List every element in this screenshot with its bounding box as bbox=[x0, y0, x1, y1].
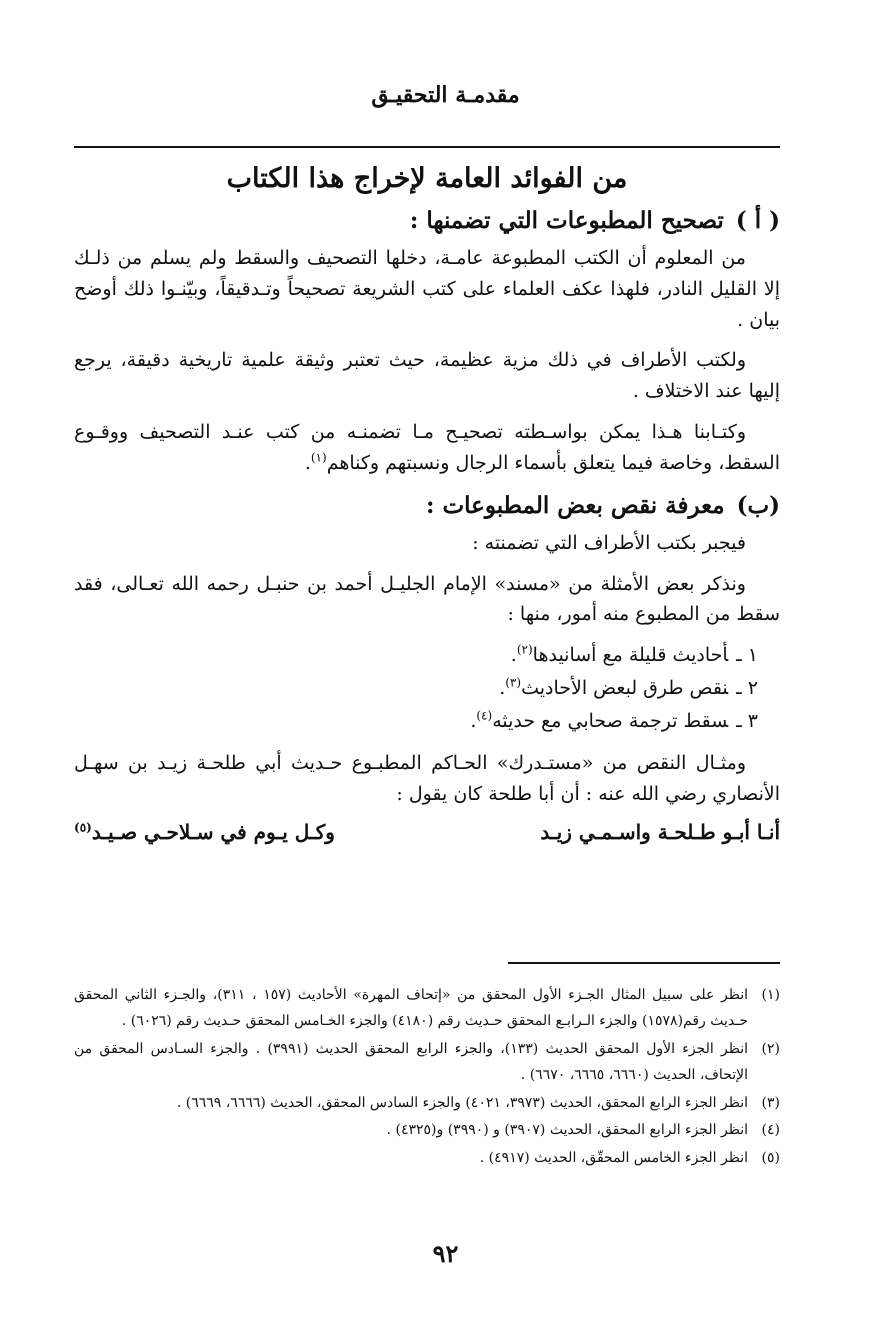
poetry-verse bbox=[74, 820, 780, 844]
paragraph-a1: من المعلوم أن الكتب المطبوعة عامـة، دخلها التصحيف والسقط ولم يسلم من ذلـك إلا القليل النادر، فلهذا عكف العلماء على كتب الشريعة تصحيحاً وتـدقيقاً، وبيّنـوا ذلك أوضح بيان . bbox=[74, 247, 780, 331]
verse-first-hemistich: أنـا أبـو طـلحـة واسـمـي زيـد bbox=[540, 820, 780, 845]
footnote-text: انظر الجزء الرابع المحقق، الحديث (٣٩٧٣، ٤٠٢١) والجزء السادس المحقق، الحديث (٦٦٦٦، ٦٦٦٩) . bbox=[176, 1094, 748, 1111]
header-divider bbox=[74, 146, 780, 148]
paragraph-b2: ونذكر بعض الأمثلة من «مسند» الإمام الجليـل أحمد بن حنبـل رحمه الله تعـالى، فقد سقط من المطبوع منه أمور، منها : bbox=[74, 572, 780, 626]
footnote-number: (٢) bbox=[761, 1040, 780, 1057]
footnote-divider bbox=[508, 962, 780, 964]
list-item-text: نقص طرق لبعض الأحاديث bbox=[521, 676, 729, 699]
subsection-heading-b bbox=[74, 489, 780, 522]
list-item-text: سقط ترجمة صحابي مع حديثه bbox=[492, 709, 729, 732]
list-item bbox=[74, 640, 780, 671]
paragraph-a3-end: . bbox=[304, 451, 311, 474]
paragraph-b1: فيجبر بكتب الأطراف التي تضمنته : bbox=[472, 531, 746, 554]
section-title: من الفوائد العامة لإخراج هذا الكتاب bbox=[226, 163, 628, 194]
footnote-ref-3[interactable]: (٣) bbox=[505, 675, 522, 690]
subsection-title-b: معرفة نقص بعض المطبوعات : bbox=[425, 491, 725, 519]
list-item-end: . bbox=[499, 676, 506, 699]
subsection-title-a: تصحيح المطبوعات التي تضمنها : bbox=[409, 206, 724, 234]
footnote-ref-4[interactable]: (٤) bbox=[476, 708, 493, 723]
main-text bbox=[74, 158, 780, 844]
footnote-ref-2[interactable]: (٢) bbox=[516, 642, 533, 657]
footnote-item bbox=[74, 1146, 780, 1172]
footnote-number: (١) bbox=[761, 987, 780, 1003]
verse-second-hemistich: وكـل يـوم في سـلاحـي صـيـد bbox=[91, 820, 335, 845]
list-item bbox=[74, 673, 780, 704]
running-header-title: مقدمـة التحقيـق bbox=[371, 82, 520, 108]
verse-second-hemistich-wrap bbox=[74, 820, 335, 844]
paragraph-a3-text: وكتـابنا هـذا يمكن بواسـطته تصحيـح مـا تضمنـه من كتب عنـد التصحيف ووقـوع السقط، وخاصة فيما يتعلق بأسماء الرجال ونسبتهم وكناهم bbox=[74, 421, 780, 474]
list-item bbox=[74, 706, 780, 737]
subsection-heading-a bbox=[74, 204, 780, 237]
footnote-item bbox=[74, 1118, 780, 1144]
footnote-number: (٣) bbox=[761, 1094, 780, 1111]
paragraph-a3 bbox=[74, 417, 780, 479]
footnote-item bbox=[74, 1091, 780, 1117]
list-item-number: ١ ـ bbox=[736, 644, 758, 667]
paragraph-a2: ولكتب الأطراف في ذلك مزية عظيمة، حيث تعتبر وثيقة علمية تاريخية دقيقة، يرجع إليها عند الاختلاف . bbox=[74, 349, 780, 403]
footnote-item bbox=[74, 983, 780, 1035]
footnote-text: انظر الجزء الرابع المحقق، الحديث (٣٩٠٧) و (٣٩٩٠) و(٤٣٢٥) . bbox=[386, 1122, 748, 1139]
list-item-number: ٢ ـ bbox=[736, 676, 758, 699]
list-item-text: أحاديث قليلة مع أسانيدها bbox=[532, 644, 729, 667]
page-number: ٩٢ bbox=[432, 1239, 459, 1268]
list-item-end: . bbox=[470, 709, 477, 732]
list-item-number: ٣ ـ bbox=[736, 709, 758, 732]
footnote-ref-5[interactable]: (٥) bbox=[74, 820, 92, 835]
footnotes bbox=[74, 983, 780, 1174]
subsection-mark-b: (ب) bbox=[736, 491, 780, 519]
footnote-number: (٤) bbox=[761, 1122, 780, 1139]
footnote-number: (٥) bbox=[761, 1150, 780, 1167]
paragraph-b3: ومثـال النقص من «مستـدرك» الحـاكم المطبـوع حـديث أبي طلحـة زيـد بن سهـل الأنصاري رضي الله عنه : أن أبا طلحة كان يقول : bbox=[74, 752, 780, 806]
footnote-text: انظر الجزء الخامس المحقّق، الحديث (٤٩١٧) . bbox=[479, 1150, 748, 1167]
footnote-text: انظر على سبيل المثال الجـزء الأول المحقق من «إتحاف المهرة» الأحاديث (١٥٧ ، ٣١١)، والجـزء الثاني المحقق حـديث رقم(١٥٧٨) والجزء الـرابـع المحقق حـديث رقم (٤١٨٠) والجزء الخـامس المحقق حـديث رقم (٦٠٢٦) . bbox=[74, 987, 749, 1029]
footnote-text: انظر الجزء الأول المحقق الحديث (١٣٣)، والجزء الرابع المحقق الحديث (٣٩٩١) . والجزء السـادس المحقق من الإتحاف، الحديث (٦٦٦٠، ٦٦٦٥، ٦٦٧٠) . bbox=[74, 1040, 748, 1083]
footnote-ref-1[interactable]: (١) bbox=[310, 450, 327, 465]
subsection-mark-a: ( أ ) bbox=[735, 206, 780, 234]
list-item-end: . bbox=[510, 644, 517, 667]
footnote-item bbox=[74, 1037, 780, 1089]
